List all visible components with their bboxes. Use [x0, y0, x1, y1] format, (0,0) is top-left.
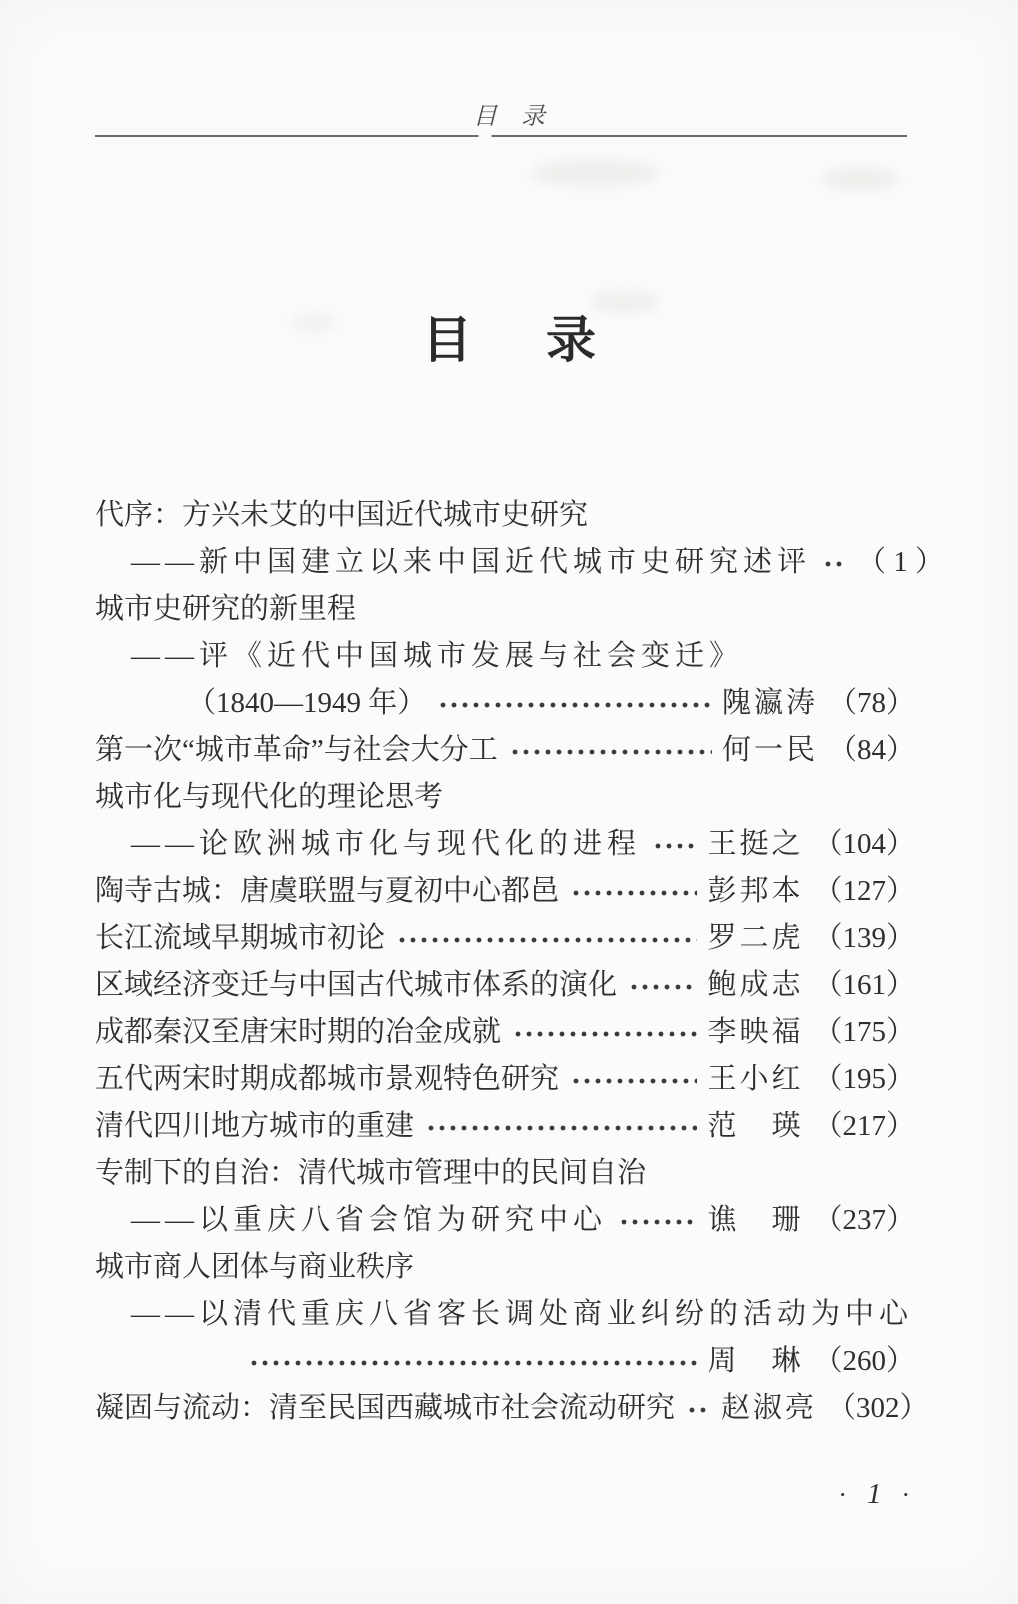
entry-page: （175）	[813, 1016, 915, 1048]
dot-leader	[621, 1219, 697, 1225]
toc-line	[95, 1103, 915, 1150]
entry-author: 何一民	[721, 734, 818, 766]
toc-line	[95, 680, 915, 727]
entry-text: 第一次“城市革命”与社会大分工	[95, 734, 498, 766]
entry-page: （78）	[827, 687, 915, 719]
entry-author: 周 琳	[707, 1345, 804, 1377]
entry-text: 代序：方兴未艾的中国近代城市史研究	[95, 499, 589, 531]
toc-line	[95, 915, 915, 962]
toc-line	[95, 1244, 915, 1291]
page-title: 目 录	[422, 312, 608, 368]
toc-line	[95, 492, 915, 539]
entry-page: （237）	[813, 1204, 915, 1236]
entry-text: 凝固与流动：清至民国西藏城市社会流动研究	[95, 1392, 676, 1424]
entry-author: 赵淑亮	[721, 1392, 818, 1424]
dot-leader	[251, 1360, 697, 1366]
entry-text: ——以重庆八省会馆为研究中心	[131, 1204, 608, 1236]
entry-text: 陶寺古城：唐虞联盟与夏初中心都邑	[95, 875, 560, 907]
dot-leader	[689, 1407, 711, 1413]
entry-page: （161）	[813, 969, 915, 1001]
folio-right-dot: •	[903, 1487, 908, 1502]
toc-line	[95, 1385, 929, 1432]
entry-page: （104）	[813, 828, 915, 860]
toc-line	[95, 1150, 915, 1197]
toc-line	[95, 1056, 915, 1103]
entry-text: 清代四川地方城市的重建	[95, 1110, 415, 1142]
toc-list	[95, 492, 945, 1432]
entry-author: 鲍成志	[707, 969, 804, 1001]
entry-text: 成都秦汉至唐宋时期的冶金成就	[95, 1016, 502, 1048]
dot-leader	[655, 843, 697, 849]
toc-line	[95, 1291, 915, 1338]
bleed-through-mark	[530, 160, 660, 186]
entry-text: ——论欧洲城市化与现代化的进程	[131, 828, 642, 860]
entry-page: （84）	[827, 734, 915, 766]
toc-line	[95, 586, 915, 633]
entry-text: 长江流域早期城市初论	[95, 922, 386, 954]
entry-page: （195）	[813, 1063, 915, 1095]
entry-text: 专制下的自治：清代城市管理中的民间自治	[95, 1157, 647, 1189]
dot-leader	[631, 984, 697, 990]
folio-left-dot: •	[840, 1487, 845, 1502]
page-number	[840, 1478, 908, 1511]
entry-text: 区域经济变迁与中国古代城市体系的演化	[95, 969, 618, 1001]
dot-leader	[573, 890, 697, 896]
entry-page: （302）	[827, 1392, 929, 1424]
entry-author: 彭邦本	[707, 875, 804, 907]
entry-text: 城市商人团体与商业秩序	[95, 1251, 415, 1283]
toc-line	[95, 774, 915, 821]
entry-page: （ 1 ）	[857, 546, 945, 578]
toc-line	[95, 633, 915, 680]
entry-text: 五代两宋时期成都城市景观特色研究	[95, 1063, 560, 1095]
entry-text: ——评《近代中国城市发展与社会变迁》	[131, 640, 744, 672]
toc-line	[95, 821, 915, 868]
toc-line	[95, 1197, 915, 1244]
entry-page: （139）	[813, 922, 915, 954]
header-rule	[95, 135, 907, 137]
toc-line	[95, 1338, 915, 1385]
toc-line	[95, 539, 945, 586]
folio-number: 1	[866, 1478, 882, 1510]
dot-leader	[515, 1031, 697, 1037]
bleed-through-mark	[820, 168, 900, 190]
dot-leader	[399, 937, 697, 943]
dot-leader	[573, 1078, 697, 1084]
running-header: 目 录	[473, 104, 545, 130]
toc-line	[95, 727, 915, 774]
dot-leader	[440, 702, 712, 708]
dot-leader	[512, 749, 712, 755]
entry-author: 王小红	[707, 1063, 804, 1095]
toc-line	[95, 1009, 915, 1056]
entry-text: 城市史研究的新里程	[95, 593, 357, 625]
entry-author: 王挺之	[707, 828, 804, 860]
entry-author: 隗瀛涛	[721, 687, 818, 719]
dot-leader	[825, 561, 847, 567]
entry-author: 罗二虎	[707, 922, 804, 954]
entry-author: 谯 珊	[707, 1204, 804, 1236]
dot-leader	[428, 1125, 697, 1131]
entry-text: ——新中国建立以来中国近代城市史研究述评	[131, 546, 812, 578]
entry-page: （127）	[813, 875, 915, 907]
toc-line	[95, 868, 915, 915]
entry-page: （217）	[813, 1110, 915, 1142]
entry-author: 范 瑛	[707, 1110, 804, 1142]
toc-line	[95, 962, 915, 1009]
entry-page: （260）	[813, 1345, 915, 1377]
entry-text: 城市化与现代化的理论思考	[95, 781, 444, 813]
entry-author: 李映福	[707, 1016, 804, 1048]
entry-text: ——以清代重庆八省客长调处商业纠纷的活动为中心	[131, 1298, 914, 1330]
entry-text: （1840—1949 年）	[187, 687, 427, 719]
